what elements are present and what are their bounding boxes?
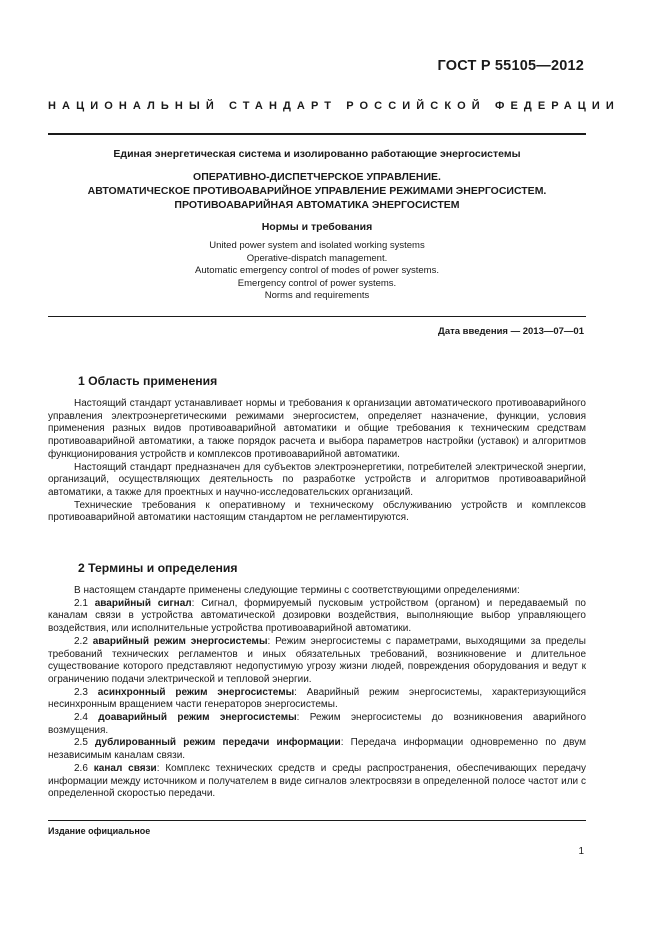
page-number: 1 — [578, 846, 584, 857]
term-name: дублированный режим передачи информации — [95, 737, 341, 749]
english-title — [48, 240, 586, 303]
title-rule — [48, 316, 586, 317]
term-definition-text: : Аварийный режим энергосистемы, характеризующийся несинхронным вращением части генераторов энергосистемы. — [48, 686, 586, 711]
footer-rule — [48, 820, 586, 821]
term-name: асинхронный режим энергосистемы — [97, 686, 295, 698]
introduction-date: Дата введения — 2013—07—01 — [438, 326, 584, 337]
main-title-line: АВТОМАТИЧЕСКОЕ ПРОТИВОАВАРИЙНОЕ УПРАВЛЕНИЕ РЕЖИМАМИ ЭНЕРГОСИСТЕМ. — [87, 185, 547, 197]
english-title-line: United power system and isolated working systems — [209, 240, 425, 251]
official-edition-label: Издание официальное — [48, 826, 151, 836]
term-definition-text: : Передача информации одновременно по двум независимым каналам связи. — [48, 737, 586, 762]
national-standard-title: НАЦИОНАЛЬНЫЙ СТАНДАРТ РОССИЙСКОЙ ФЕДЕРАЦИИ — [48, 100, 620, 112]
english-title-line: Norms and requirements — [264, 290, 370, 301]
main-title-line: ПРОТИВОАВАРИЙНАЯ АВТОМАТИКА ЭНЕРГОСИСТЕМ — [174, 199, 460, 211]
top-rule — [48, 133, 586, 135]
term-definition — [48, 687, 586, 712]
term-name: канал связи — [93, 762, 157, 774]
term-number: 2.2 — [74, 635, 88, 647]
term-number: 2.1 — [74, 597, 88, 609]
term-name: аварийный сигнал — [94, 597, 192, 609]
main-title — [48, 170, 586, 212]
term-number: 2.3 — [74, 686, 88, 698]
term-definition — [48, 636, 586, 687]
system-title: Единая энергетическая система и изолированно работающие энергосистемы — [113, 148, 521, 160]
term-definition — [48, 737, 586, 762]
paragraph: Настоящий стандарт предназначен для субъектов электроэнергетики, потребителей электрической энергии, организаций, осуществляющих деятельность по разработке устройств и алгоритмов противоаварийной автоматики, а также для проектных и научно-исследовательских организаций. — [48, 461, 586, 498]
term-definition-text: : Комплекс технических средств и среды распространения, обеспечивающих передачу информации между источником и получателем в виде сигналов электросвязи в определенной полосе частот или с определенной скоростью передачи. — [48, 762, 586, 800]
norms-subtitle: Нормы и требования — [261, 221, 373, 233]
term-definition — [48, 712, 586, 737]
english-title-line: Emergency control of power systems. — [237, 277, 397, 289]
term-number: 2.4 — [74, 712, 88, 724]
paragraph: Настоящий стандарт устанавливает нормы и требования к организации автоматического противоаварийного управления электроэнергетическими режимами энергосистем, определяет назначение, функции, условия применения разных видов противоаварийной автоматики и общие требования к техническим средствам противоаварийной автоматики, а также порядок расчета и выбора параметров настройки (уставок) и алгоритмов функционирования устройств и комплексов противоаварийной автоматики. — [48, 398, 586, 460]
gost-number: ГОСТ Р 55105—2012 — [437, 58, 584, 74]
paragraph: Технические требования к оперативному и техническому обслуживанию устройств и комплексов противоаварийной автоматики настоящим стандартом не регламентируются. — [48, 499, 586, 524]
terms-list — [48, 598, 586, 801]
term-name: доаварийный режим энергосистемы — [98, 712, 297, 724]
english-title-line: Operative-dispatch management. — [246, 252, 388, 264]
section-heading: 1 Область применения — [78, 374, 218, 388]
term-number: 2.6 — [74, 762, 88, 774]
term-number: 2.5 — [74, 737, 88, 749]
term-definition-text: : Режим энергосистемы до возникновения аварийного возмущения. — [48, 712, 587, 736]
english-title-line: Automatic emergency control of modes of power systems. — [195, 265, 439, 276]
term-definition — [48, 763, 586, 801]
term-definition-text: : Сигнал, формируемый пусковым устройством (органом) и передаваемый по каналам связи в устройства автоматической дозировки воздействия, выполняющие выбор управляющего воздействия, или исполнительные устройства противоаварийной автоматики. — [48, 597, 586, 635]
paragraph: В настоящем стандарте применены следующие термины с соответствующими определениями: — [74, 585, 520, 596]
term-name: аварийный режим энергосистемы — [92, 635, 268, 647]
section-1 — [48, 374, 586, 525]
term-definition-text: : Режим энергосистемы с параметрами, выходящими за пределы требований технических регламентов и иных обязательных требований, возникновение и длительное существование которого представляют недопустимую угрозу жизни людей, повреждения оборудования и ведут к ограничению подачи электрической и тепловой энергии. — [48, 635, 586, 685]
term-definition — [48, 598, 586, 636]
main-title-line: ОПЕРАТИВНО-ДИСПЕТЧЕРСКОЕ УПРАВЛЕНИЕ. — [193, 171, 441, 183]
section-heading: 2 Термины и определения — [78, 561, 238, 575]
section-2 — [48, 561, 586, 801]
